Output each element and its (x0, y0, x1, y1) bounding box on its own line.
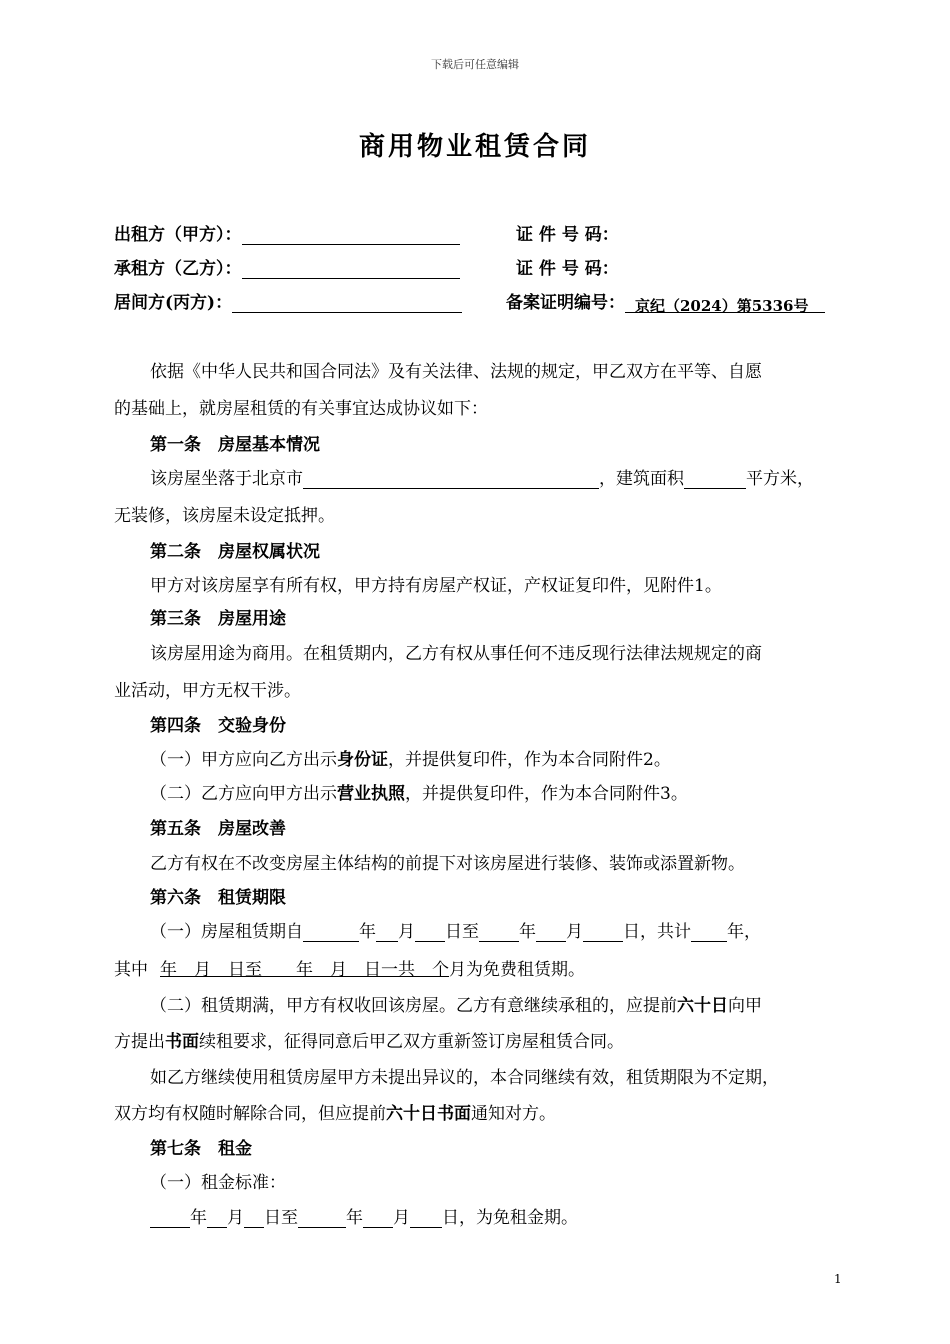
article-6-item-1-line-1 (150, 917, 761, 942)
area-label: ，建筑面积 (599, 469, 684, 489)
sixty-days-written-term: 六十日书面 (386, 1104, 471, 1124)
article-3-heading: 第三条 房屋用途 (150, 609, 286, 629)
year-text: 年 (519, 922, 536, 942)
record-number: 京纪（2024）第5336号 (625, 295, 825, 313)
end-year-blank (479, 925, 519, 942)
article-6-para-3-line-2 (114, 1099, 556, 1124)
article-2-heading: 第二条 房屋权属状况 (150, 542, 320, 562)
article-3-line-2: 业活动，甲方无权干涉。 (114, 681, 301, 701)
renewal-text-c: 向甲 (728, 996, 762, 1016)
day-total-text: 日，共计 (623, 922, 691, 942)
lessor-line (114, 220, 460, 245)
free-period-blanks: 年 月 日至 年 月 日一共 个 (160, 960, 449, 980)
lessee-label: 承租方（乙方）： (114, 259, 242, 279)
record-line (506, 288, 825, 313)
rent-free-start-month-blank (207, 1211, 227, 1228)
article-1-heading: 第一条 房屋基本情况 (150, 435, 320, 455)
rent-free-end-text: 日，为免租金期。 (442, 1208, 578, 1228)
article-4-heading: 第四条 交验身份 (150, 716, 286, 736)
location-blank (303, 472, 599, 489)
end-day-blank (583, 925, 623, 942)
total-years-blank (691, 925, 727, 942)
area-blank (684, 472, 746, 489)
termination-text-c: 通知对方。 (471, 1104, 556, 1124)
broker-label: 居间方(丙方)： (114, 293, 233, 313)
month-text: 月 (398, 922, 415, 942)
broker-blank (232, 294, 462, 313)
year-comma-text: 年， (727, 922, 761, 942)
day-to-text: 日至 (264, 1208, 298, 1228)
location-label: 该房屋坐落于北京市 (150, 469, 303, 489)
lease-term-label: （一）房屋租赁期自 (150, 922, 303, 942)
lessor-label: 出租方（甲方）： (114, 225, 242, 245)
renewal-line2-a: 方提出 (114, 1032, 165, 1052)
intro-line-2: 的基础上，就房屋租赁的有关事宜达成协议如下： (114, 399, 488, 419)
start-day-blank (415, 925, 445, 942)
article-6-heading: 第六条 租赁期限 (150, 888, 286, 908)
month-text: 月 (227, 1208, 244, 1228)
month-text: 月 (393, 1208, 410, 1228)
article-1-line-2: 无装修，该房屋未设定抵押。 (114, 506, 335, 526)
start-month-blank (376, 925, 398, 942)
intro-line-1: 依据《中华人民共和国合同法》及有关法律、法规的规定，甲乙双方在平等、自愿 (150, 362, 762, 382)
free-period-label: 其中 (114, 960, 148, 980)
month-text: 月 (566, 922, 583, 942)
renewal-line2-c: 续租要求，征得同意后甲乙双方重新签订房屋租赁合同。 (199, 1032, 624, 1052)
renewal-text-a: （二）租赁期满，甲方有权收回该房屋。乙方有意继续承租的，应提前 (150, 996, 677, 1016)
year-text: 年 (346, 1208, 363, 1228)
business-license-term: 营业执照 (337, 784, 405, 804)
year-text: 年 (359, 922, 376, 942)
record-label: 备案证明编号： (506, 293, 625, 313)
lessor-id-label: 证 件 号 码： (516, 225, 619, 245)
id-card-term: 身份证 (337, 750, 388, 770)
article-2-line-1: 甲方对该房屋享有所有权，甲方持有房屋产权证，产权证复印件，见附件1。 (150, 576, 722, 596)
page-number: 1 (834, 1272, 842, 1286)
rent-free-end-day-blank (410, 1211, 442, 1228)
article-3-line-1: 该房屋用途为商用。在租赁期内，乙方有权从事任何不违反现行法律法规规定的商 (150, 644, 762, 664)
article-7-item-1: （一）租金标准： (150, 1173, 286, 1193)
free-period-end: 月为免费租赁期。 (449, 960, 585, 980)
lessee-id-label: 证 件 号 码： (516, 259, 619, 279)
article-7-heading: 第七条 租金 (150, 1139, 252, 1159)
rent-free-start-day-blank (244, 1211, 264, 1228)
area-unit: 平方米， (746, 469, 814, 489)
article-5-line-1: 乙方有权在不改变房屋主体结构的前提下对该房屋进行装修、装饰或添置新物。 (150, 854, 745, 874)
rent-free-start-year-blank (150, 1211, 190, 1228)
start-year-blank (303, 925, 359, 942)
page-header: 下载后可任意编辑 (431, 58, 519, 71)
lessee-line (114, 254, 460, 279)
article-4-item-2 (150, 779, 688, 804)
article-6-item-2-line-2 (114, 1027, 624, 1052)
lessee-blank (242, 260, 460, 279)
item-2-text-c: ，并提供复印件，作为本合同附件3。 (405, 784, 688, 804)
article-6-item-1-line-2 (114, 955, 585, 980)
article-6-item-2-line-1 (150, 991, 762, 1016)
rent-free-end-year-blank (298, 1211, 346, 1228)
article-1-line-1 (150, 464, 814, 489)
item-2-text-a: （二）乙方应向甲方出示 (150, 784, 337, 804)
end-month-blank (536, 925, 566, 942)
item-1-text-a: （一）甲方应向乙方出示 (150, 750, 337, 770)
article-6-para-3-line-1: 如乙方继续使用租赁房屋甲方未提出异议的，本合同继续有效，租赁期限为不定期， (150, 1068, 779, 1088)
article-7-line-2 (150, 1203, 578, 1228)
year-text: 年 (190, 1208, 207, 1228)
item-1-text-c: ，并提供复印件，作为本合同附件2。 (388, 750, 671, 770)
lessor-blank (242, 226, 460, 245)
article-4-item-1 (150, 745, 671, 770)
article-5-heading: 第五条 房屋改善 (150, 819, 286, 839)
rent-free-end-month-blank (363, 1211, 393, 1228)
termination-text-a: 双方均有权随时解除合同，但应提前 (114, 1104, 386, 1124)
day-to-text: 日至 (445, 922, 479, 942)
document-title: 商用物业租赁合同 (358, 132, 591, 162)
broker-line (114, 288, 462, 313)
sixty-days-term: 六十日 (677, 996, 728, 1016)
written-term: 书面 (165, 1032, 199, 1052)
